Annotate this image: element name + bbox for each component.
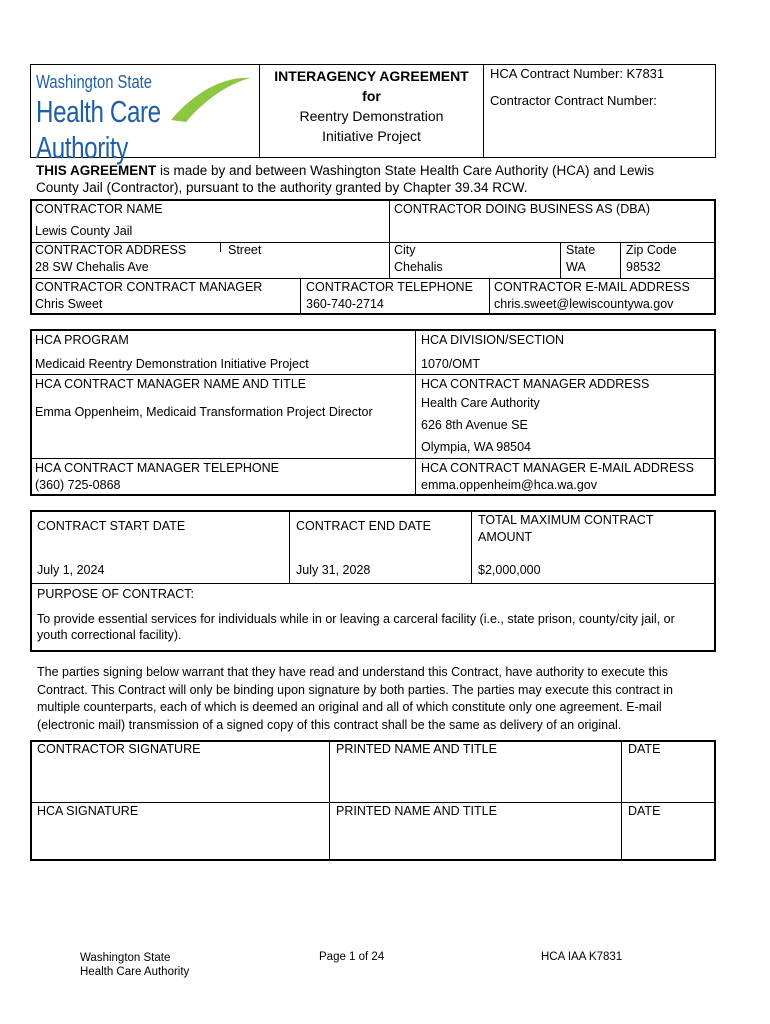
contractor-signature-field[interactable]: CONTRACTOR SIGNATURE [37, 742, 201, 756]
contractor-manager: Chris Sweet [35, 297, 103, 311]
title-line-3: Reentry Demonstration [299, 108, 444, 124]
hca-manager: Emma Oppenheim, Medicaid Transformation Project Director [35, 405, 373, 419]
hca-logo [36, 70, 252, 165]
cb-v-state [560, 242, 561, 278]
intro-text-1: is made by and between Washington State Health Care Authority (HCA) and Lewis [156, 163, 655, 178]
contractor-dba-label: CONTRACTOR DOING BUSINESS AS (DBA) [394, 202, 651, 216]
contractor-name-label: CONTRACTOR NAME [35, 202, 163, 216]
contractor-date-field[interactable]: DATE [628, 742, 661, 756]
purpose-line-2: youth correctional facility). [37, 628, 182, 642]
logo-line-1: Washington State [36, 72, 152, 92]
purpose-label: PURPOSE OF CONTRACT: [37, 587, 194, 601]
hca-email: emma.oppenheim@hca.wa.gov [421, 478, 597, 492]
hb-h2 [30, 458, 716, 459]
contractor-name: Lewis County Jail [35, 224, 133, 238]
footer-org-line-2: Health Care Authority [80, 966, 190, 978]
cb-v-street [220, 242, 221, 252]
hca-address-line-1: Health Care Authority [421, 396, 540, 410]
signature-block [30, 740, 716, 861]
contractor-phone: 360-740-2714 [306, 297, 384, 311]
state-label: State [566, 243, 596, 257]
cb-v-city [389, 242, 390, 278]
purpose-line-1: To provide essential services for individuals while in or leaving a carceral facility (i.e., state prison, county/city jail, or [37, 612, 675, 626]
intro-bold: THIS AGREEMENT [36, 163, 157, 178]
contractor-email: chris.sweet@lewiscountywa.gov [494, 297, 674, 311]
start-date: July 1, 2024 [37, 563, 105, 577]
intro-paragraph [36, 162, 654, 196]
hca-printed-name-field[interactable]: PRINTED NAME AND TITLE [336, 804, 497, 818]
hca-address-label: HCA CONTRACT MANAGER ADDRESS [421, 377, 650, 391]
footer-org-line-1: Washington State [80, 952, 171, 964]
footer-doc-id: HCA IAA K7831 [541, 951, 623, 963]
hb-h1 [30, 374, 716, 375]
cb-v-email [489, 278, 490, 315]
hca-program-label: HCA PROGRAM [35, 333, 129, 347]
contractor-city: Chehalis [394, 260, 443, 274]
title-line-1: INTERAGENCY AGREEMENT [274, 68, 469, 84]
agreement-title [260, 66, 483, 146]
header-divider-2 [483, 64, 484, 158]
logo-line-2: Health Care Authority [36, 94, 161, 165]
hca-program: Medicaid Reentry Demonstration Initiative Project [35, 357, 309, 371]
footer-page-number: Page 1 of 24 [319, 951, 385, 963]
hca-signature-field[interactable]: HCA SIGNATURE [37, 804, 139, 818]
street-label: Street [228, 243, 262, 257]
ct-v2 [471, 510, 472, 584]
hca-manager-label: HCA CONTRACT MANAGER NAME AND TITLE [35, 377, 307, 391]
start-date-label: CONTRACT START DATE [37, 519, 186, 533]
sig-v2 [621, 740, 622, 861]
hca-date-field[interactable]: DATE [628, 804, 661, 818]
hca-address-line-2: 626 8th Avenue SE [421, 418, 528, 432]
warrant-line-1: The parties signing below warrant that they have read and understand this Contract, have authority to execute this [37, 665, 668, 679]
contractor-address-label: CONTRACTOR ADDRESS [35, 243, 187, 257]
ct-v1 [289, 510, 290, 584]
intro-text-2: County Jail (Contractor), pursuant to the authority granted by Chapter 39.34 RCW. [36, 180, 528, 195]
title-line-2: for [362, 88, 381, 104]
max-amount-label-1: TOTAL MAXIMUM CONTRACT [478, 513, 654, 527]
hb-v [415, 329, 416, 496]
city-label: City [394, 243, 416, 257]
contractor-contract-number: Contractor Contract Number: [490, 93, 657, 108]
cb-h2 [30, 278, 716, 279]
hca-contract-number: HCA Contract Number: K7831 [490, 66, 665, 81]
warrant-line-2: Contract. This Contract will only be binding upon signature by both parties. The parties may execute this contract in [37, 682, 673, 697]
hca-division: 1070/OMT [421, 357, 481, 371]
sig-h1 [30, 802, 716, 803]
max-amount-label-2: AMOUNT [478, 530, 533, 544]
zip-label: Zip Code [626, 243, 677, 257]
hca-division-label: HCA DIVISION/SECTION [421, 333, 565, 347]
warrant-line-4: (electronic mail) transmission of a signed copy of this contract shall be the same as delivery of an original. [37, 717, 622, 732]
title-line-4: Initiative Project [322, 128, 421, 144]
contractor-state: WA [566, 260, 586, 274]
hca-phone-label: HCA CONTRACT MANAGER TELEPHONE [35, 461, 280, 475]
end-date-label: CONTRACT END DATE [296, 519, 431, 533]
hca-address-line-3: Olympia, WA 98504 [421, 440, 532, 454]
contractor-phone-label: CONTRACTOR TELEPHONE [306, 280, 473, 294]
cb-v-zip [620, 242, 621, 278]
cb-v-phone [300, 278, 301, 315]
max-amount: $2,000,000 [478, 563, 541, 577]
footer-org [80, 951, 189, 979]
warrant-paragraph [37, 664, 673, 734]
sig-v1 [329, 740, 330, 861]
contractor-street: 28 SW Chehalis Ave [35, 260, 149, 274]
warrant-line-3: multiple counterparts, each of which is deemed an original and all of which constitute only one agreement. E-mail [37, 700, 662, 714]
cb-v-name-dba [389, 199, 390, 243]
ct-h1 [30, 583, 716, 584]
contractor-zip: 98532 [626, 260, 661, 274]
end-date: July 31, 2028 [296, 563, 371, 577]
contractor-manager-label: CONTRACTOR CONTRACT MANAGER [35, 280, 263, 294]
contractor-email-label: CONTRACTOR E-MAIL ADDRESS [494, 280, 690, 294]
contractor-printed-name-field[interactable]: PRINTED NAME AND TITLE [336, 742, 497, 756]
hca-phone: (360) 725-0868 [35, 478, 121, 492]
hca-email-label: HCA CONTRACT MANAGER E-MAIL ADDRESS [421, 461, 694, 475]
